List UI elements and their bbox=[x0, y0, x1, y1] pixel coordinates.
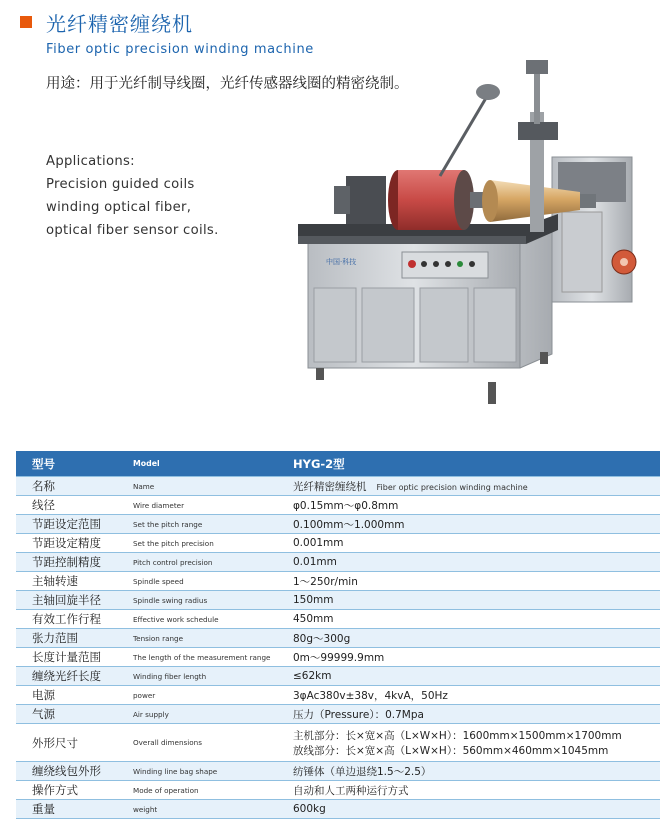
table-row bbox=[16, 724, 660, 762]
table-row bbox=[16, 477, 660, 496]
row-value-line: 主机部分：长×宽×高（L×W×H）：1600mm×1500mm×1700mm bbox=[293, 729, 622, 742]
row-value: ≤62km bbox=[287, 667, 660, 686]
row-en: Name bbox=[115, 477, 287, 496]
row-value: 纺锤体（单边退绕1.5～2.5） bbox=[287, 762, 660, 781]
row-value-cn: 光纤精密缠绕机 bbox=[293, 480, 367, 493]
page-subtitle: Fiber optic precision winding machine bbox=[46, 42, 314, 57]
title-bullet-icon bbox=[20, 16, 32, 28]
row-en: Air supply bbox=[115, 705, 287, 724]
row-cn: 名称 bbox=[16, 477, 115, 496]
applications-line: Precision guided coils bbox=[46, 177, 195, 192]
row-cn: 缠绕光纤长度 bbox=[16, 667, 115, 686]
header-en: Model bbox=[115, 451, 287, 477]
row-cn: 长度计量范围 bbox=[16, 648, 115, 667]
row-cn: 节距控制精度 bbox=[16, 553, 115, 572]
row-value: 1～250r/min bbox=[287, 572, 660, 591]
row-value: 自动和人工两种运行方式 bbox=[287, 781, 660, 800]
row-en: Winding fiber length bbox=[115, 667, 287, 686]
row-en: Pitch control precision bbox=[115, 553, 287, 572]
row-cn: 线径 bbox=[16, 496, 115, 515]
table-row bbox=[16, 762, 660, 781]
machine-photo bbox=[290, 52, 662, 434]
title-row bbox=[20, 10, 193, 34]
usage-text: 用途：用于光纤制导线圈，光纤传感器线圈的精密绕制。 bbox=[46, 76, 409, 92]
table-row bbox=[16, 667, 660, 686]
row-en: Set the pitch range bbox=[115, 515, 287, 534]
row-value-line: 放线部分：长×宽×高（L×W×H）：560mm×460mm×1045mm bbox=[293, 744, 609, 757]
row-value: 0.100mm～1.000mm bbox=[287, 515, 660, 534]
table-row bbox=[16, 610, 660, 629]
row-value bbox=[287, 724, 660, 762]
table-row bbox=[16, 781, 660, 800]
row-en: Wire diameter bbox=[115, 496, 287, 515]
row-en: power bbox=[115, 686, 287, 705]
applications-line: optical fiber sensor coils. bbox=[46, 223, 219, 238]
table-row bbox=[16, 648, 660, 667]
row-cn: 节距设定范围 bbox=[16, 515, 115, 534]
header-value: HYG-2型 bbox=[287, 451, 660, 477]
table-row bbox=[16, 572, 660, 591]
row-en: Spindle speed bbox=[115, 572, 287, 591]
header-cn: 型号 bbox=[16, 451, 115, 477]
applications-line: winding optical fiber, bbox=[46, 200, 192, 215]
row-cn: 外形尺寸 bbox=[16, 724, 115, 762]
row-cn: 主轴回旋半径 bbox=[16, 591, 115, 610]
row-value: 0.01mm bbox=[287, 553, 660, 572]
row-cn: 节距设定精度 bbox=[16, 534, 115, 553]
row-cn: 操作方式 bbox=[16, 781, 115, 800]
table-row bbox=[16, 705, 660, 724]
page-title: 光纤精密缠绕机 bbox=[46, 11, 193, 36]
table-row bbox=[16, 534, 660, 553]
row-en: Tension range bbox=[115, 629, 287, 648]
table-row bbox=[16, 629, 660, 648]
row-en: The length of the measurement range bbox=[115, 648, 287, 667]
row-value: 600kg bbox=[287, 800, 660, 819]
row-en: Set the pitch precision bbox=[115, 534, 287, 553]
table-row bbox=[16, 496, 660, 515]
row-value: 压力（Pressure）：0.7Mpa bbox=[287, 705, 660, 724]
row-value: 3φAc380v±38v，4kvA，50Hz bbox=[287, 686, 660, 705]
row-cn: 缠绕线包外形 bbox=[16, 762, 115, 781]
table-row bbox=[16, 515, 660, 534]
row-cn: 有效工作行程 bbox=[16, 610, 115, 629]
applications-line: Applications: bbox=[46, 154, 135, 169]
row-cn: 张力范围 bbox=[16, 629, 115, 648]
row-cn: 气源 bbox=[16, 705, 115, 724]
row-cn: 电源 bbox=[16, 686, 115, 705]
spec-table bbox=[16, 451, 660, 819]
row-value: 150mm bbox=[287, 591, 660, 610]
row-value bbox=[287, 477, 660, 496]
table-row bbox=[16, 591, 660, 610]
row-en: Winding line bag shape bbox=[115, 762, 287, 781]
row-value: φ0.15mm～φ0.8mm bbox=[287, 496, 660, 515]
row-cn: 重量 bbox=[16, 800, 115, 819]
applications-text bbox=[46, 150, 219, 242]
row-value: 450mm bbox=[287, 610, 660, 629]
row-en: Effective work schedule bbox=[115, 610, 287, 629]
row-value: 0m～99999.9mm bbox=[287, 648, 660, 667]
table-row bbox=[16, 686, 660, 705]
row-cn: 主轴转速 bbox=[16, 572, 115, 591]
table-header-row bbox=[16, 451, 660, 477]
row-value: 80g～300g bbox=[287, 629, 660, 648]
machine-logo: 中国·科技 bbox=[326, 258, 357, 266]
row-value: 0.001mm bbox=[287, 534, 660, 553]
table-row bbox=[16, 553, 660, 572]
table-row bbox=[16, 800, 660, 819]
row-en: Overall dimensions bbox=[115, 724, 287, 762]
row-value-en: Fiber optic precision winding machine bbox=[376, 482, 528, 492]
row-en: weight bbox=[115, 800, 287, 819]
row-en: Spindle swing radius bbox=[115, 591, 287, 610]
row-en: Mode of operation bbox=[115, 781, 287, 800]
